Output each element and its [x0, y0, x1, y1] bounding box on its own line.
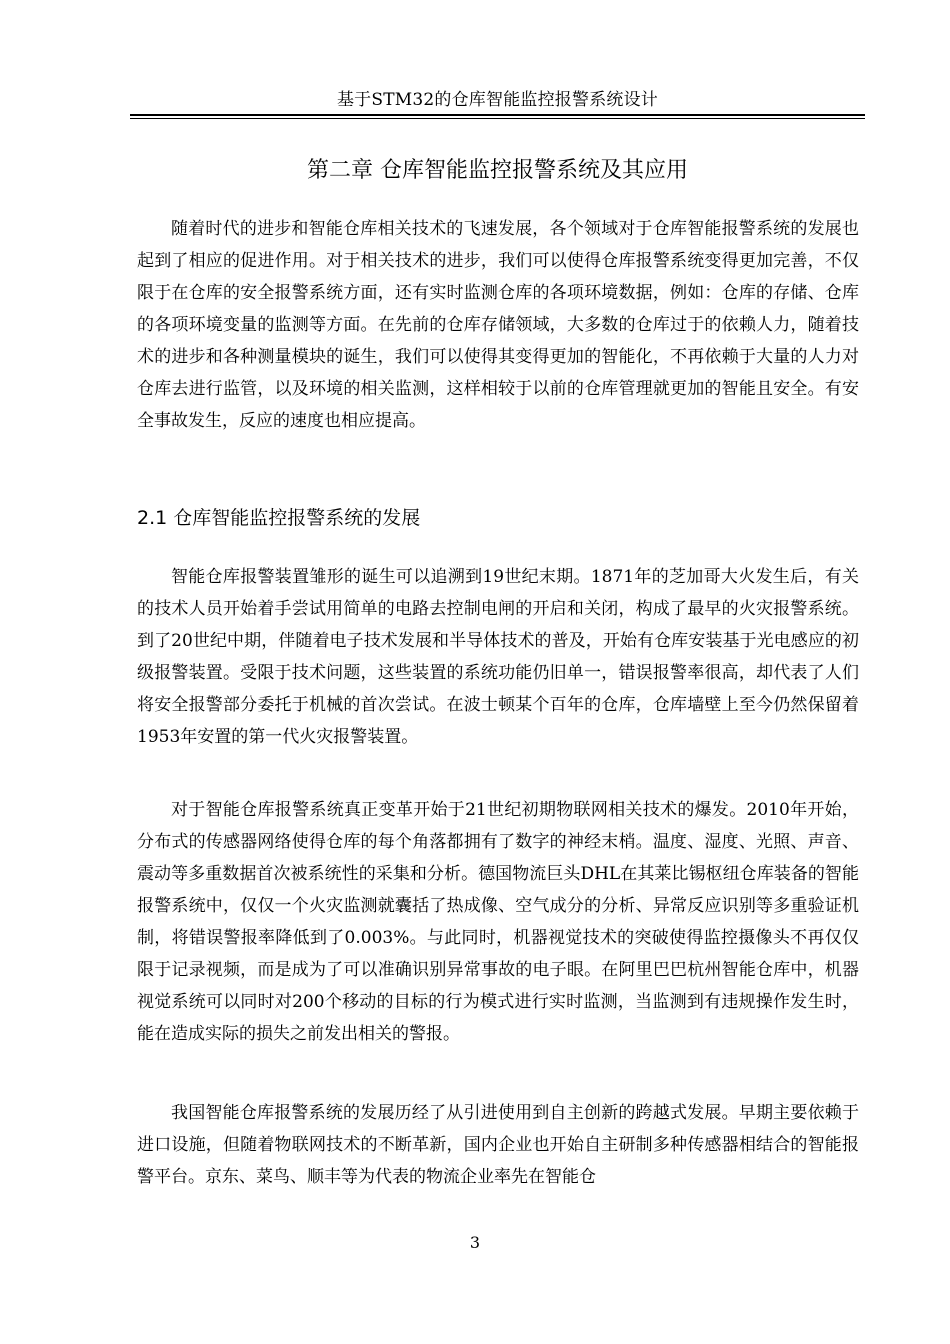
- chapter-title: 第二章 仓库智能监控报警系统及其应用: [307, 158, 688, 183]
- paragraph-china-development: 我国智能仓库报警系统的发展历经了从引进使用到自主创新的跨越式发展。早期主要依赖于进口设施，但随着物联网技术的不断革新，国内企业也开始自主研制多种传感器相结合的智能报警平台。京东、菜鸟、顺丰等为代表的物流企业率先在智能仓: [137, 1103, 859, 1187]
- paragraph-iot-era: 对于智能仓库报警系统真正变革开始于21世纪初期物联网相关技术的爆发。2010年开始，分布式的传感器网络使得仓库的每个角落都拥有了数字的神经末梢。温度、湿度、光照、声音、震动等多重数据首次被系统性的采集和分析。德国物流巨头DHL在其莱比锡枢纽仓库装备的智能报警系统中，仅仅一个火灾监测就囊括了热成像、空气成分的分析、异常反应识别等多重验证机制，将错误警报率降低到了0.003%。与此同时，机器视觉技术的突破使得监控摄像头不再仅仅限于记录视频，而是成为了可以准确识别异常事故的电子眼。在阿里巴巴杭州智能仓库中，机器视觉系统可以同时对200个移动的目标的行为模式进行实时监测，当监测到有违规操作发生时，能在造成实际的损失之前发出相关的警报。: [137, 800, 859, 1044]
- page-number: 3: [469, 1233, 481, 1252]
- paragraph-intro: 随着时代的进步和智能仓库相关技术的飞速发展，各个领域对于仓库智能报警系统的发展也起到了相应的促进作用。对于相关技术的进步，我们可以使得仓库报警系统变得更加完善，不仅限于在仓库的安全报警系统方面，还有实时监测仓库的各项环境数据，例如：仓库的存储、仓库的各项环境变量的监测等方面。在先前的仓库存储领域，大多数的仓库过于的依赖人力，随着技术的进步和各种测量模块的诞生，我们可以使得其变得更加的智能化，不再依赖于大量的人力对仓库去进行监管，以及环境的相关监测，这样相较于以前的仓库管理就更加的智能且安全。有安全事故发生，反应的速度也相应提高。: [137, 219, 859, 431]
- paragraph-history: 智能仓库报警装置雏形的诞生可以追溯到19世纪末期。1871年的芝加哥大火发生后，有关的技术人员开始着手尝试用简单的电路去控制电闸的开启和关闭，构成了最早的火灾报警系统。到了20世纪中期，伴随着电子技术发展和半导体技术的普及，开始有仓库安装基于光电感应的初级报警装置。受限于技术问题，这些装置的系统功能仍旧单一，错误报警率很高，却代表了人们将安全报警部分委托于机械的首次尝试。在波士顿某个百年的仓库，仓库墙壁上至今仍然保留着1953年安置的第一代火灾报警装置。: [137, 567, 859, 747]
- running-header: 基于STM32的仓库智能监控报警系统设计: [336, 90, 659, 110]
- section-heading: 2.1 仓库智能监控报警系统的发展: [137, 507, 421, 529]
- header-rule-thick: [130, 114, 865, 116]
- header-rule-thin: [130, 118, 865, 119]
